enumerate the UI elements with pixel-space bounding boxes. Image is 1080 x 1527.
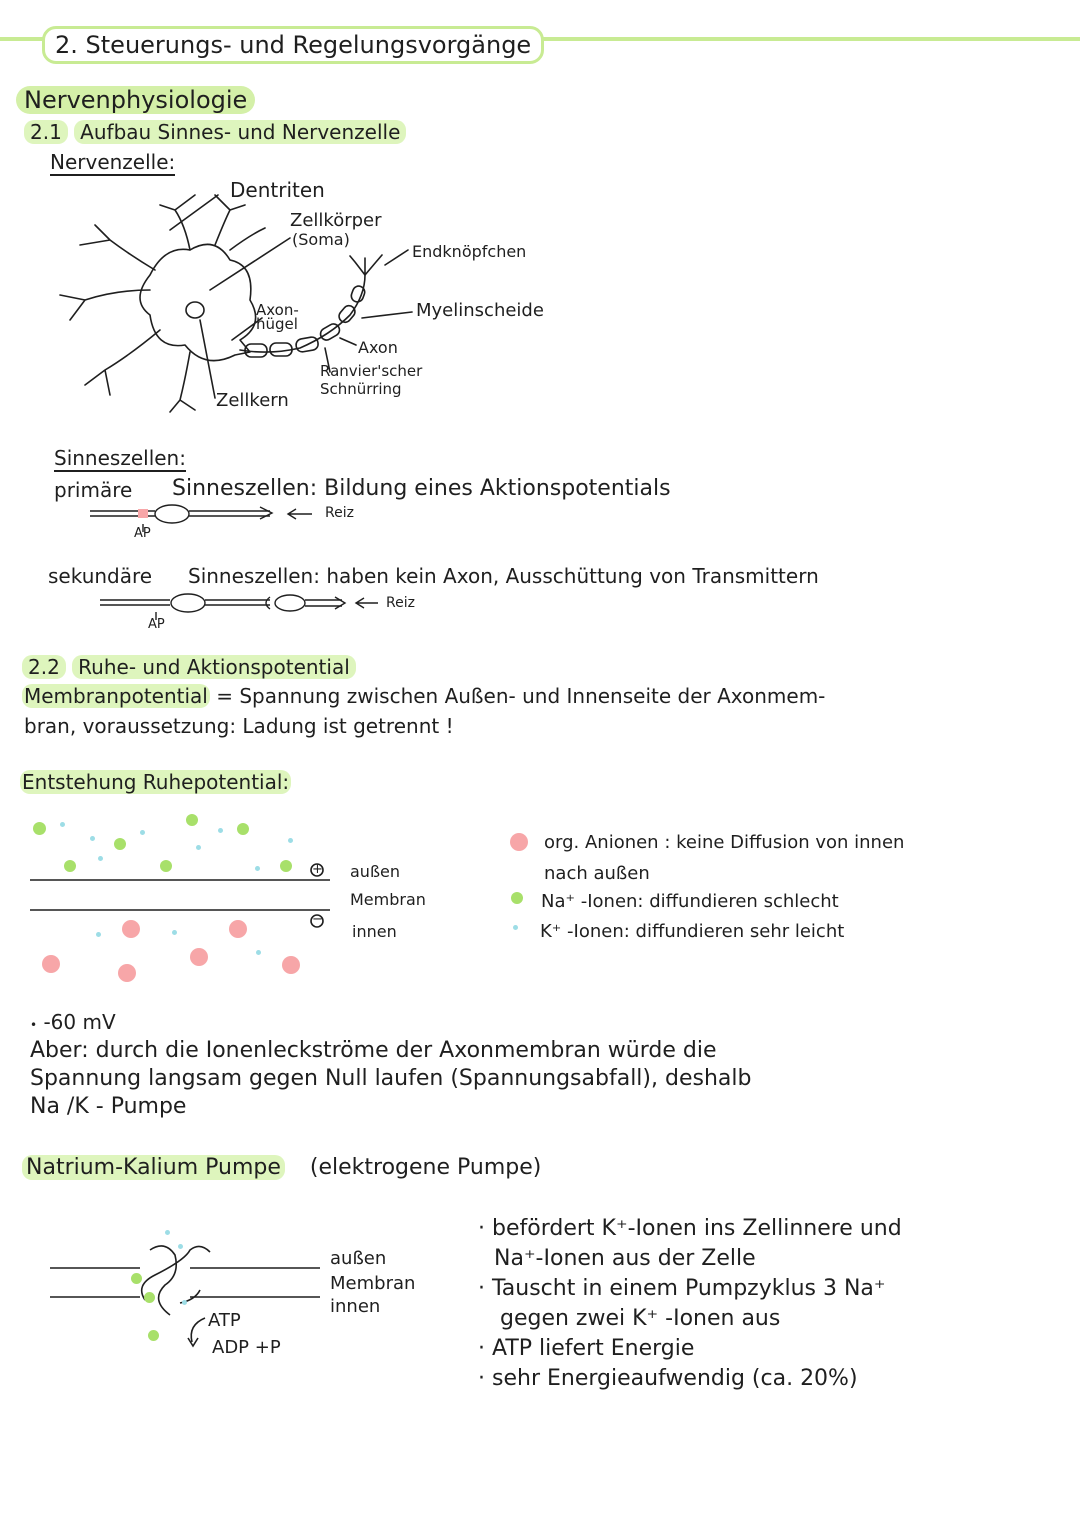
na-ion	[33, 822, 46, 835]
k-ion	[172, 930, 177, 935]
label-axon: Axon	[358, 338, 398, 357]
primary-text: Sinneszellen: Bildung eines Aktionspotentials	[172, 476, 671, 501]
legend-anion-dot	[510, 833, 528, 851]
subsection-2-heading	[22, 655, 356, 679]
secondary-stimulus: Reiz	[386, 595, 415, 611]
na-ion	[144, 1292, 155, 1303]
na-ion	[186, 814, 198, 826]
na-ion	[114, 838, 126, 850]
k-ion	[196, 845, 201, 850]
label-ranvier-1: Ranvier'scher	[320, 362, 423, 380]
label-soma-alt: (Soma)	[292, 230, 350, 249]
charge-minus: −	[312, 912, 323, 927]
label-outside: außen	[350, 862, 401, 881]
secondary-text: Sinneszellen: haben kein Axon, Ausschüttung von Transmittern	[188, 564, 819, 588]
k-ion	[165, 1230, 170, 1235]
legend-k-text: K⁺ -Ionen: diffundieren sehr leicht	[540, 921, 845, 942]
pump-bullet-4: · sehr Energieaufwendig (ca. 20%)	[478, 1366, 858, 1391]
k-ion	[182, 1300, 187, 1305]
pump-label-atp: ATP	[208, 1310, 241, 1331]
pump-title: Natrium-Kalium Pumpe	[22, 1155, 285, 1180]
pump-label-adp: ADP +P	[212, 1337, 281, 1358]
pump-bullet-text: befördert K⁺-Ionen ins Zellinnere und	[492, 1216, 902, 1241]
k-ion	[140, 830, 145, 835]
label-soma: Zellkörper	[290, 210, 382, 231]
pump-heading	[22, 1155, 541, 1180]
label-terminals: Endknöpfchen	[412, 242, 527, 261]
pump-bullet-1: · befördert K⁺-Ionen ins Zellinnere und	[478, 1216, 902, 1241]
subsection-number: 2.1	[24, 120, 68, 144]
na-ion	[64, 860, 76, 872]
k-ion	[288, 838, 293, 843]
anion	[118, 964, 136, 982]
origin-heading-text: Entstehung Ruhepotential:	[22, 770, 290, 794]
definition-line-2: bran, voraussetzung: Ladung ist getrennt !	[24, 714, 454, 738]
na-ion	[148, 1330, 159, 1341]
definition-line-1	[22, 684, 825, 708]
chapter-title: 2. Steuerungs- und Regelungsvorgänge	[42, 26, 544, 64]
legend-na-text: Na⁺ -Ionen: diffundieren schlecht	[541, 891, 839, 912]
label-axon-hillock: Axon- hügel	[256, 301, 299, 333]
k-ion	[90, 836, 95, 841]
charge-plus: +	[312, 862, 323, 877]
pump-bullet-2: · Tauscht in einem Pumpzyklus 3 Na⁺	[478, 1276, 886, 1301]
anion	[122, 920, 140, 938]
pump-bullet-text: ATP liefert Energie	[492, 1336, 695, 1361]
subsection-title: Aufbau Sinnes- und Nervenzelle	[74, 120, 406, 144]
neuron-heading: Nervenzelle:	[50, 150, 176, 174]
pump-label-inside: innen	[330, 1296, 381, 1317]
anion	[229, 920, 247, 938]
na-ion	[131, 1273, 142, 1284]
na-ion	[237, 823, 249, 835]
na-ion	[280, 860, 292, 872]
definition-text-1: = Spannung zwischen Außen- und Innenseite der Axonmem-	[209, 684, 826, 708]
label-inside: innen	[352, 922, 397, 941]
label-dendrites: Dentriten	[230, 178, 325, 202]
primary-label: primäre	[54, 478, 133, 502]
pump-bullet-text: Tauscht in einem Pumpzyklus 3 Na⁺	[492, 1276, 886, 1301]
pump-label-outside: außen	[330, 1248, 387, 1269]
k-ion	[96, 932, 101, 937]
pump-bullet-3: · ATP liefert Energie	[478, 1336, 695, 1361]
k-ion	[218, 828, 223, 833]
anion	[282, 956, 300, 974]
primary-stimulus: Reiz	[325, 505, 354, 521]
label-ranvier-2: Schnürring	[320, 380, 402, 398]
pump-bullet-text: sehr Energieaufwendig (ca. 20%)	[492, 1366, 858, 1391]
membrane-potential-term: Membranpotential	[24, 684, 208, 708]
section-title: Nervenphysiologie	[16, 86, 255, 114]
legend-anion-text: org. Anionen : keine Diffusion von innen	[544, 832, 905, 853]
voltage-value: • -60 mV	[30, 1010, 116, 1034]
legend-na-dot	[511, 892, 523, 904]
k-ion	[98, 856, 103, 861]
pump-subtitle: (elektrogene Pumpe)	[309, 1155, 542, 1180]
pump-bullet-1b: Na⁺-Ionen aus der Zelle	[494, 1246, 756, 1271]
secondary-ap: AP	[148, 617, 165, 632]
label-myelin: Myelinscheide	[416, 300, 544, 321]
anion	[42, 955, 60, 973]
primary-ap: AP	[134, 526, 151, 541]
subsection-2-number: 2.2	[22, 655, 66, 679]
pump-label-membrane: Membran	[330, 1273, 416, 1294]
origin-heading	[20, 770, 291, 794]
anion	[190, 948, 208, 966]
pump-bullet-2b: gegen zwei K⁺ -Ionen aus	[500, 1306, 781, 1331]
legend-anion-text-2: nach außen	[544, 863, 650, 884]
k-ion	[60, 822, 65, 827]
note-line-2: Spannung langsam gegen Null laufen (Spannungsabfall), deshalb	[30, 1066, 752, 1091]
legend-k-dot	[513, 925, 518, 930]
note-line-3: Na /K - Pumpe	[30, 1094, 187, 1119]
note-line-1: Aber: durch die Ionenleckströme der Axonmembran würde die	[30, 1038, 717, 1063]
voltage-text: -60 mV	[43, 1010, 116, 1034]
subsection-2-title: Ruhe- und Aktionspotential	[72, 655, 356, 679]
k-ion	[255, 866, 260, 871]
na-ion	[160, 860, 172, 872]
k-ion	[256, 950, 261, 955]
secondary-label: sekundäre	[48, 564, 153, 588]
k-ion	[178, 1244, 183, 1249]
label-nucleus: Zellkern	[216, 390, 289, 411]
sensory-heading: Sinneszellen:	[54, 446, 186, 470]
label-membrane: Membran	[350, 890, 426, 909]
